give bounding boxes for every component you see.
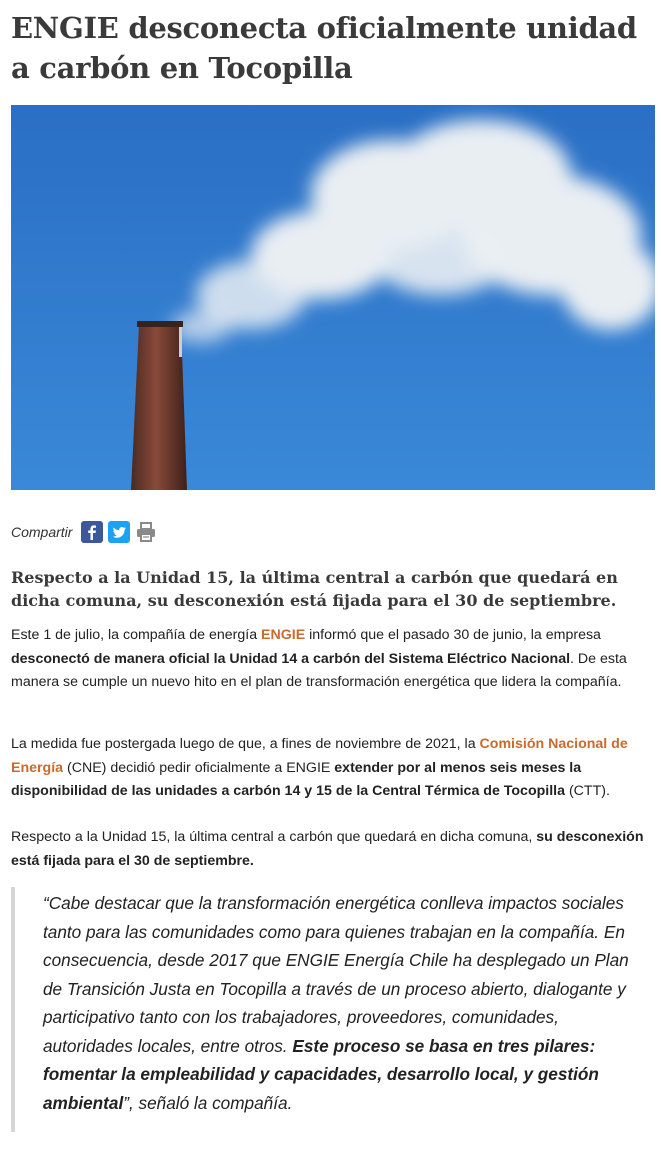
p2-text-2: (CNE) decidió pedir oficialmente a ENGIE xyxy=(63,759,335,776)
p2-text-1: La medida fue postergada luego de que, a fines de noviembre de 2021, la xyxy=(11,736,480,752)
article-subtitle: Respecto a la Unidad 15, la última central a carbón que quedará en dicha comuna, su desconexión está fijada para el 30 de septiembre. xyxy=(11,568,618,610)
paragraph-1 xyxy=(11,624,653,695)
quote-text xyxy=(43,889,633,1117)
quote-bold-1: Este proceso se basa en tres pilares: fomentar la empleabilidad y capacidades, desarrollo local, y gestión ambiental xyxy=(43,1035,599,1113)
p1-text-3: . De esta manera se cumple un nuevo hito en el plan de transformación energética que lidera la compañía. xyxy=(11,650,627,690)
article-title: ENGIE desconecta oficialmente unidad a carbón en Tocopilla xyxy=(11,11,637,85)
p3-bold-1: su desconexión está fijada para el 30 de septiembre. xyxy=(11,829,644,869)
p1-bold-1: desconectó de manera oficial la Unidad 14 a carbón del Sistema Eléctrico Nacional xyxy=(11,650,571,667)
quote-text-1: “Cabe destacar que la transformación energética conlleva impactos sociales tanto para las comunidades como para quienes trabajan en la compañía. En consecuencia, desde 2017 que ENGIE Energía Chile ha desplegado un Plan de Transición Justa en Tocopilla a través de un proceso abierto, dialogante y participativo tanto con los trabajadores, proveedores, comunidades, autoridades locales, entre otros. xyxy=(43,893,629,1056)
cne-link[interactable]: Comisión Nacional de Energía xyxy=(11,736,628,776)
twitter-icon[interactable] xyxy=(108,521,130,543)
article-blockquote xyxy=(11,887,641,1132)
hero-image-smokestack xyxy=(11,105,655,490)
engie-link[interactable]: ENGIE xyxy=(261,627,306,643)
print-icon[interactable] xyxy=(135,521,157,543)
p2-text-3: (CTT). xyxy=(565,783,610,799)
p2-bold-1: extender por al menos seis meses la disponibilidad de las unidades a carbón 14 y 15 de la Central Térmica de Tocopilla xyxy=(11,759,582,799)
p1-text-1: Este 1 de julio, la compañía de energía xyxy=(11,627,262,643)
share-bar xyxy=(11,519,157,545)
quote-text-2: ”, señaló la compañía. xyxy=(123,1092,293,1113)
p1-text-2: informó que el pasado 30 de junio, la empresa xyxy=(305,627,601,643)
share-label: Compartir xyxy=(11,524,73,540)
paragraph-2 xyxy=(11,733,653,804)
p3-text-1: Respecto a la Unidad 15, la última central a carbón que quedará en dicha comuna, xyxy=(11,829,537,845)
paragraph-3 xyxy=(11,826,653,873)
facebook-icon[interactable] xyxy=(81,521,103,543)
